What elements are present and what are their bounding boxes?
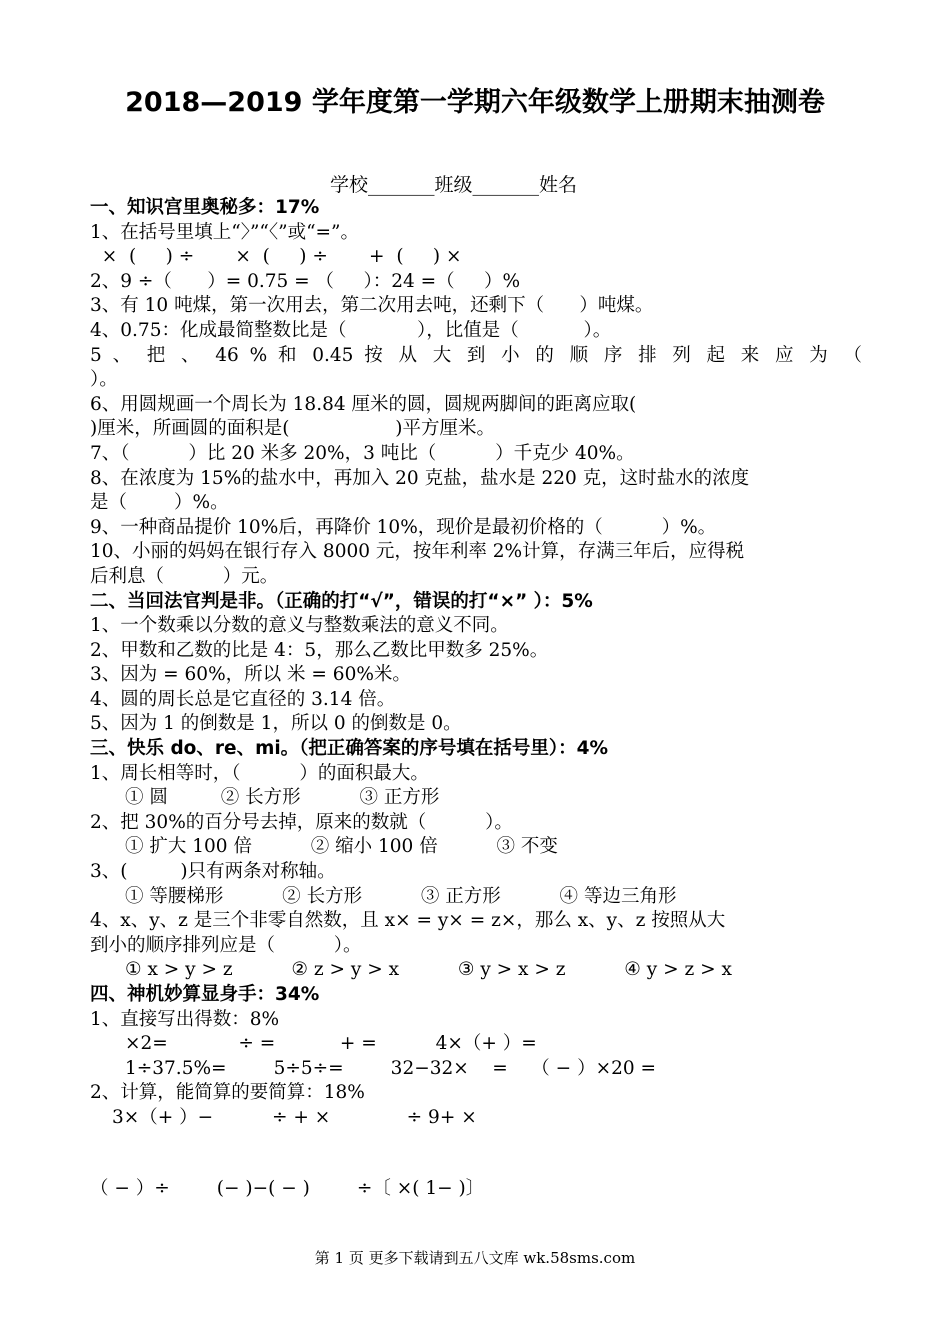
question-2-4: 4、圆的周长总是它直径的 3.14 倍。 xyxy=(90,688,396,710)
question-4-1-row-1: ×2= ÷ = + = 4×（+ ）= xyxy=(125,1033,537,1055)
question-3-1-options: ① 圆 ② 长方形 ③ 正方形 xyxy=(125,787,440,809)
question-4-2-row-1: 3×（+ ）− ÷ + × ÷ 9+ × xyxy=(112,1106,477,1128)
question-1-3: 3、有 10 吨煤，第一次用去，第二次用去吨，还剩下（ ）吨煤。 xyxy=(90,295,654,317)
question-1-2: 2、9 ÷（ ）= 0.75 = （ ）：24 =（ ）% xyxy=(90,270,521,292)
page-footer: 第 1 页 更多下载请到五八文库 wk.58sms.com xyxy=(314,1249,636,1267)
question-3-4-cont: 到小的顺序排列应是（ ）。 xyxy=(90,934,362,956)
section-2-heading: 二、当回法官判是非。（正确的打“√”，错误的打“×” ）：5% xyxy=(90,590,593,612)
question-2-1: 1、一个数乘以分数的意义与整数乘法的意义不同。 xyxy=(90,615,509,637)
question-3-2: 2、把 30%的百分号去掉，原来的数就（ ）。 xyxy=(90,811,513,833)
question-2-5: 5、因为 1 的倒数是 1，所以 0 的倒数是 0。 xyxy=(90,713,462,735)
question-1-10-cont: 后利息（ ）元。 xyxy=(90,565,279,587)
exam-body xyxy=(90,196,862,1201)
section-4-heading: 四、神机妙算显身手：34% xyxy=(90,984,320,1005)
question-1-8: 8、在浓度为 15%的盐水中，再加入 20 克盐，盐水是 220 克，这时盐水的浓度 xyxy=(90,467,750,489)
question-4-2-row-2: （ − ）÷ (− )−( − ) ÷〔 ×( 1− )〕 xyxy=(90,1177,485,1199)
question-2-3: 3、因为 = 60%，所以 米 = 60%米。 xyxy=(90,664,411,686)
question-1-1: 1、在括号里填上“〉”“〈”或“=”。 xyxy=(90,221,360,243)
question-1-5: 5 、 把 、 46 % 和 0.45 按 从 大 到 小 的 顺 序 排 列 起 来 应 为 （ xyxy=(90,344,862,366)
question-1-6-cont: )厘米，所画圆的面积是( )平方厘米。 xyxy=(90,418,496,440)
question-3-3-options: ① 等腰梯形 ② 长方形 ③ 正方形 ④ 等边三角形 xyxy=(125,885,677,907)
student-info-line: 学校_______班级_______姓名 xyxy=(330,174,578,196)
question-4-1: 1、直接写出得数：8% xyxy=(90,1008,280,1030)
question-4-2: 2、计算，能简算的要简算：18% xyxy=(90,1082,365,1104)
question-1-5-cont: ）。 xyxy=(90,369,118,391)
question-4-1-row-2: 1÷37.5%= 5÷5÷= 32−32× = （ − ）×20 = xyxy=(125,1057,656,1079)
question-1-4: 4、0.75：化成最简整数比是（ ），比值是（ ）。 xyxy=(90,319,612,341)
section-3-heading: 三、快乐 do、re、mi。（把正确答案的序号填在括号里）：4% xyxy=(90,738,609,760)
question-3-4: 4、x、y、z 是三个非零自然数，且 x× = y× = z×，那么 x、y、z 按照从大 xyxy=(90,910,726,932)
question-1-7: 7、（ ）比 20 米多 20%，3 吨比（ ）千克少 40%。 xyxy=(90,442,635,464)
question-2-2: 2、甲数和乙数的比是 4：5，那么乙数比甲数多 25%。 xyxy=(90,639,549,661)
question-1-6: 6、用圆规画一个周长为 18.84 厘米的圆，圆规两脚间的距离应取( xyxy=(90,393,637,415)
section-1-heading: 一、知识宫里奥秘多：17% xyxy=(90,197,320,218)
answer-space xyxy=(90,1131,862,1173)
question-1-8-cont: 是（ ）%。 xyxy=(90,492,229,514)
question-3-3: 3、( )只有两条对称轴。 xyxy=(90,861,336,883)
question-1-10: 10、小丽的妈妈在银行存入 8000 元，按年利率 2%计算，存满三年后，应得税 xyxy=(90,541,745,563)
question-1-1-row: × ( ) ÷ × ( ) ÷ + ( ) × xyxy=(90,246,462,268)
question-3-4-options: ① x > y > z ② z > y > x ③ y > x > z ④ y > z > x xyxy=(125,959,732,981)
page-title: 2018—2019 学年度第一学期六年级数学上册期末抽测卷 xyxy=(125,87,825,118)
question-3-2-options: ① 扩大 100 倍 ② 缩小 100 倍 ③ 不变 xyxy=(125,836,558,858)
question-3-1: 1、周长相等时，（ ）的面积最大。 xyxy=(90,762,429,784)
question-1-9: 9、一种商品提价 10%后，再降价 10%，现价是最初价格的（ ）%。 xyxy=(90,516,717,538)
